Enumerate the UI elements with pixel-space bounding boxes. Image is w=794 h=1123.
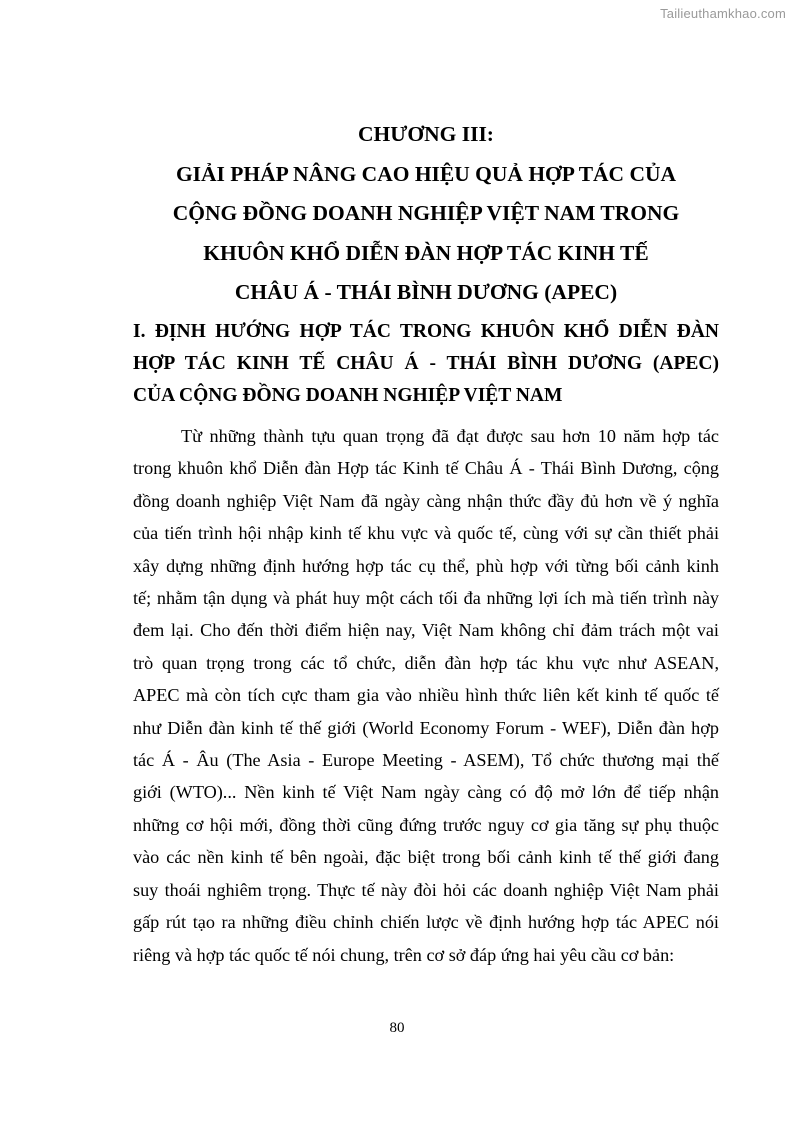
paragraph-line: vào các nền kinh tế bên ngoài, đặc biệt trong bối cảnh kinh tế thế giới đang: [133, 847, 719, 868]
paragraph-line: trong khuôn khổ Diễn đàn Hợp tác Kinh tế Châu Á - Thái Bình Dương, cộng: [133, 458, 719, 479]
section-heading-line: I. ĐỊNH HƯỚNG HỢP TÁC TRONG KHUÔN KHỔ DIỄN ĐÀN: [133, 321, 719, 342]
page-number: 80: [389, 1020, 405, 1036]
watermark-text: Tailieuthamkhao.com: [660, 6, 786, 21]
paragraph-line: APEC mà còn tích cực tham gia vào nhiều hình thức liên kết kinh tế quốc tế: [133, 685, 719, 706]
paragraph-line: suy thoái nghiêm trọng. Thực tế này đòi hỏi các doanh nghiệp Việt Nam phải: [133, 879, 719, 900]
paragraph-line: Từ những thành tựu quan trọng đã đạt được sau hơn 10 năm hợp tác: [181, 426, 719, 446]
paragraph-line: giới (WTO)... Nền kinh tế Việt Nam ngày càng có độ mở lớn để tiếp nhận: [133, 782, 719, 803]
paragraph-line: trò quan trọng trong các tổ chức, diễn đàn hợp tác khu vực như ASEAN,: [133, 652, 719, 673]
paragraph-line: đồng doanh nghiệp Việt Nam đã ngày càng nhận thức đầy đủ hơn về ý nghĩa: [133, 490, 719, 511]
chapter-subtitle-line: CỘNG ĐỒNG DOANH NGHIỆP VIỆT NAM TRONG: [172, 201, 680, 225]
chapter-title: CHƯƠNG III:: [358, 122, 494, 146]
chapter-subtitle-line: KHUÔN KHỔ DIỄN ĐÀN HỢP TÁC KINH TẾ: [203, 240, 649, 265]
chapter-subtitle-line: CHÂU Á - THÁI BÌNH DƯƠNG (APEC): [234, 280, 618, 304]
section-heading: [133, 316, 719, 412]
paragraph-line: đem lại. Cho đến thời điểm hiện nay, Việt Nam không chỉ đảm trách một vai: [133, 620, 719, 641]
paragraph-line: riêng và hợp tác quốc tế nói chung, trên cơ sở đáp ứng hai yêu cầu cơ bản:: [133, 944, 675, 965]
paragraph-line: tế; nhằm tận dụng và phát huy một cách tối đa những lợi ích mà tiến trình này: [133, 588, 719, 609]
section-heading-line: CỦA CỘNG ĐỒNG DOANH NGHIỆP VIỆT NAM: [133, 385, 563, 406]
paragraph-line: như Diễn đàn kinh tế thế giới (World Economy Forum - WEF), Diễn đàn hợp: [133, 717, 719, 738]
paragraph-line: gấp rút tạo ra những điều chỉnh chiến lược về định hướng hợp tác APEC nói: [133, 912, 719, 933]
body-paragraph: [133, 420, 719, 971]
chapter-heading: [133, 115, 719, 313]
paragraph-line: xây dựng những định hướng hợp tác cụ thể, phù hợp với từng bối cảnh kinh: [133, 555, 719, 576]
paragraph-line: của tiến trình hội nhập kinh tế khu vực và quốc tế, cùng với sự cần thiết phải: [133, 523, 719, 544]
paragraph-line: những cơ hội mới, đồng thời cũng đứng trước nguy cơ gia tăng sự phụ thuộc: [133, 814, 719, 835]
section-heading-line: HỢP TÁC KINH TẾ CHÂU Á - THÁI BÌNH DƯƠNG (APEC): [133, 353, 719, 374]
paragraph-line: tác Á - Âu (The Asia - Europe Meeting - ASEM), Tổ chức thương mại thế: [133, 750, 719, 771]
chapter-subtitle-line: GIẢI PHÁP NÂNG CAO HIỆU QUẢ HỢP TÁC CỦA: [175, 161, 677, 186]
